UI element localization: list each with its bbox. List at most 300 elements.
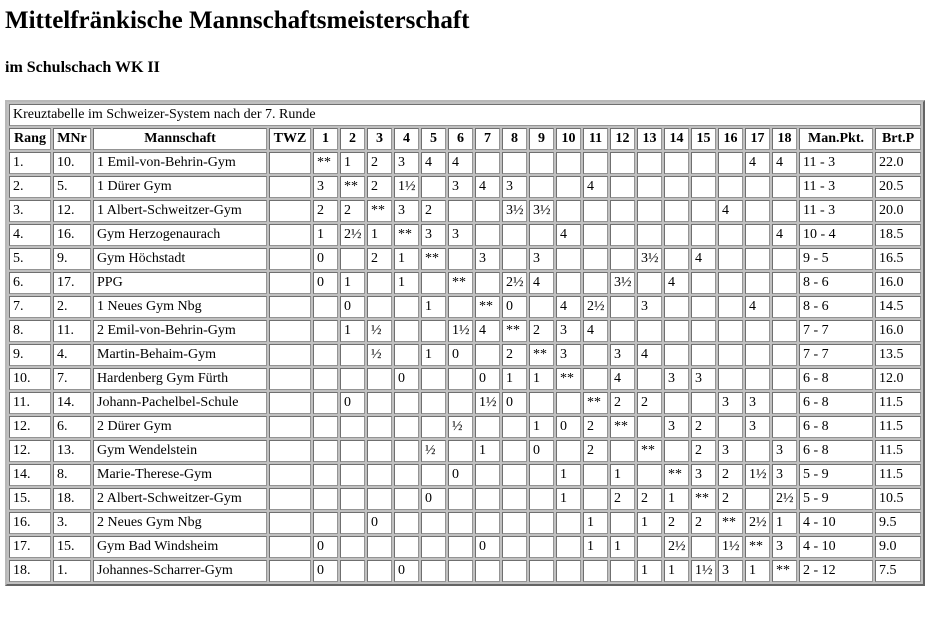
- cell-round-13: 3: [637, 296, 662, 318]
- cell-twz: [269, 344, 311, 366]
- table-row: [9, 512, 921, 534]
- cell-mnr: 8.: [53, 464, 91, 486]
- cell-round-2: [340, 464, 365, 486]
- cell-round-15: [691, 344, 716, 366]
- cell-round-13: [637, 200, 662, 222]
- cell-round-16: [718, 344, 743, 366]
- cell-round-12: [610, 248, 635, 270]
- cell-round-14: [664, 320, 689, 342]
- cell-rang: 12.: [9, 440, 51, 462]
- column-header-15: 15: [691, 128, 716, 150]
- crosstable: [5, 100, 925, 586]
- cell-round-5: [421, 464, 446, 486]
- cell-round-10: **: [556, 368, 581, 390]
- cell-round-17: [745, 488, 770, 510]
- cell-round-8: 0: [502, 296, 527, 318]
- cell-round-10: [556, 512, 581, 534]
- cell-round-11: 4: [583, 320, 608, 342]
- cell-round-16: [718, 224, 743, 246]
- cell-mnr: 10.: [53, 152, 91, 174]
- cell-round-9: [529, 560, 554, 582]
- cell-round-4: [394, 320, 419, 342]
- cell-mnr: 9.: [53, 248, 91, 270]
- cell-round-18: 4: [772, 224, 797, 246]
- cell-rang: 10.: [9, 368, 51, 390]
- cell-mannschaft: Johannes-Scharrer-Gym: [93, 560, 267, 582]
- cell-round-10: [556, 152, 581, 174]
- cell-twz: [269, 440, 311, 462]
- cell-round-8: [502, 512, 527, 534]
- cell-round-6: [448, 488, 473, 510]
- cell-round-16: [718, 320, 743, 342]
- cell-rang: 15.: [9, 488, 51, 510]
- cell-mnr: 1.: [53, 560, 91, 582]
- cell-round-16: 2: [718, 464, 743, 486]
- cell-round-6: [448, 200, 473, 222]
- table-row: [9, 320, 921, 342]
- cell-round-1: 0: [313, 248, 338, 270]
- cell-round-4: 3: [394, 200, 419, 222]
- cell-round-18: [772, 176, 797, 198]
- cell-round-15: [691, 392, 716, 414]
- cell-round-3: ½: [367, 344, 392, 366]
- cell-mnr: 7.: [53, 368, 91, 390]
- cell-round-5: [421, 176, 446, 198]
- cell-round-17: [745, 224, 770, 246]
- cell-round-7: [475, 344, 500, 366]
- cell-round-8: [502, 560, 527, 582]
- cell-round-6: [448, 560, 473, 582]
- cell-man-pkt: 2 - 12: [799, 560, 873, 582]
- cell-brt-p: 11.5: [875, 416, 921, 438]
- cell-round-18: 3: [772, 536, 797, 558]
- cell-round-2: [340, 344, 365, 366]
- cell-round-4: [394, 296, 419, 318]
- cell-round-5: ½: [421, 440, 446, 462]
- cell-brt-p: 11.5: [875, 464, 921, 486]
- cell-round-10: 3: [556, 320, 581, 342]
- cell-mannschaft: 1 Neues Gym Nbg: [93, 296, 267, 318]
- cell-round-4: 0: [394, 368, 419, 390]
- cell-rang: 2.: [9, 176, 51, 198]
- cell-round-1: [313, 488, 338, 510]
- cell-round-7: 4: [475, 320, 500, 342]
- cell-round-6: [448, 248, 473, 270]
- cell-rang: 4.: [9, 224, 51, 246]
- cell-twz: [269, 296, 311, 318]
- cell-round-5: [421, 392, 446, 414]
- cell-round-1: [313, 416, 338, 438]
- column-header-10: 10: [556, 128, 581, 150]
- cell-round-18: 2½: [772, 488, 797, 510]
- cell-rang: 14.: [9, 464, 51, 486]
- cell-round-9: [529, 224, 554, 246]
- cell-round-15: 3: [691, 368, 716, 390]
- cell-round-12: [610, 320, 635, 342]
- cell-round-5: 2: [421, 200, 446, 222]
- cell-round-8: [502, 464, 527, 486]
- cell-round-12: 4: [610, 368, 635, 390]
- cell-round-3: 0: [367, 512, 392, 534]
- cell-round-16: 3: [718, 440, 743, 462]
- cell-round-18: [772, 272, 797, 294]
- cell-twz: [269, 392, 311, 414]
- cell-round-2: 2½: [340, 224, 365, 246]
- cell-round-14: 1: [664, 488, 689, 510]
- cell-round-18: 1: [772, 512, 797, 534]
- cell-round-9: [529, 392, 554, 414]
- cell-round-12: [610, 200, 635, 222]
- cell-round-13: [637, 320, 662, 342]
- cell-round-15: [691, 224, 716, 246]
- cell-round-2: [340, 416, 365, 438]
- column-header-7: 7: [475, 128, 500, 150]
- cell-round-15: 2: [691, 512, 716, 534]
- cell-round-3: [367, 368, 392, 390]
- table-row: [9, 560, 921, 582]
- cell-round-10: 3: [556, 344, 581, 366]
- cell-round-13: [637, 536, 662, 558]
- cell-brt-p: 16.0: [875, 320, 921, 342]
- cell-round-2: 0: [340, 392, 365, 414]
- cell-round-4: 1: [394, 272, 419, 294]
- cell-round-16: 1½: [718, 536, 743, 558]
- column-header-3: 3: [367, 128, 392, 150]
- cell-round-12: 3: [610, 344, 635, 366]
- cell-round-8: 2: [502, 344, 527, 366]
- cell-round-2: 1: [340, 272, 365, 294]
- cell-round-4: [394, 440, 419, 462]
- cell-brt-p: 12.0: [875, 368, 921, 390]
- cell-round-1: 0: [313, 560, 338, 582]
- cell-round-13: 2: [637, 392, 662, 414]
- page-title: Mittelfränkische Mannschaftsmeisterschaft: [5, 7, 470, 34]
- cell-man-pkt: 11 - 3: [799, 200, 873, 222]
- cell-round-16: 3: [718, 560, 743, 582]
- cell-round-6: [448, 368, 473, 390]
- cell-round-17: **: [745, 536, 770, 558]
- column-header-rang: Rang: [9, 128, 51, 150]
- cell-rang: 12.: [9, 416, 51, 438]
- cell-round-3: [367, 536, 392, 558]
- cell-round-7: [475, 224, 500, 246]
- cell-brt-p: 11.5: [875, 440, 921, 462]
- cell-round-4: 0: [394, 560, 419, 582]
- cell-round-10: [556, 176, 581, 198]
- cell-round-14: [664, 224, 689, 246]
- cell-round-6: 3: [448, 224, 473, 246]
- cell-round-13: [637, 464, 662, 486]
- cell-brt-p: 9.5: [875, 512, 921, 534]
- cell-round-16: 2: [718, 488, 743, 510]
- cell-round-12: [610, 224, 635, 246]
- cell-round-5: [421, 272, 446, 294]
- cell-brt-p: 16.0: [875, 272, 921, 294]
- cell-round-17: 3: [745, 416, 770, 438]
- cell-round-9: **: [529, 344, 554, 366]
- cell-round-11: **: [583, 392, 608, 414]
- cell-round-18: [772, 248, 797, 270]
- cell-round-7: [475, 152, 500, 174]
- table-row: [9, 488, 921, 510]
- cell-round-14: 2: [664, 512, 689, 534]
- cell-round-12: [610, 296, 635, 318]
- cell-round-9: [529, 152, 554, 174]
- cell-round-14: 3: [664, 416, 689, 438]
- cell-man-pkt: 6 - 8: [799, 392, 873, 414]
- cell-round-5: 0: [421, 488, 446, 510]
- cell-mannschaft: 1 Albert-Schweitzer-Gym: [93, 200, 267, 222]
- table-row: [9, 344, 921, 366]
- cell-mnr: 6.: [53, 416, 91, 438]
- cell-round-5: 1: [421, 296, 446, 318]
- cell-round-14: [664, 152, 689, 174]
- cell-round-4: [394, 464, 419, 486]
- cell-round-14: 1: [664, 560, 689, 582]
- cell-round-3: ½: [367, 320, 392, 342]
- cell-round-9: [529, 512, 554, 534]
- cell-round-11: 1: [583, 512, 608, 534]
- column-header-1: 1: [313, 128, 338, 150]
- cell-round-16: [718, 176, 743, 198]
- cell-round-10: 1: [556, 464, 581, 486]
- cell-round-3: 1: [367, 224, 392, 246]
- cell-round-7: [475, 416, 500, 438]
- cell-twz: [269, 368, 311, 390]
- cell-round-1: 2: [313, 200, 338, 222]
- cell-round-5: **: [421, 248, 446, 270]
- cell-round-16: 3: [718, 392, 743, 414]
- column-header-12: 12: [610, 128, 635, 150]
- cell-round-13: [637, 272, 662, 294]
- cell-round-13: [637, 176, 662, 198]
- cell-round-3: [367, 272, 392, 294]
- cell-round-13: **: [637, 440, 662, 462]
- cell-round-3: **: [367, 200, 392, 222]
- table-row: [9, 176, 921, 198]
- cell-round-14: [664, 248, 689, 270]
- cell-round-11: [583, 248, 608, 270]
- cell-round-6: [448, 536, 473, 558]
- cell-man-pkt: 6 - 8: [799, 416, 873, 438]
- cell-twz: [269, 464, 311, 486]
- table-row: [9, 392, 921, 414]
- table-row: [9, 536, 921, 558]
- column-header-13: 13: [637, 128, 662, 150]
- cell-round-13: [637, 368, 662, 390]
- cell-round-15: 4: [691, 248, 716, 270]
- cell-mnr: 15.: [53, 536, 91, 558]
- cell-round-8: [502, 248, 527, 270]
- cell-brt-p: 14.5: [875, 296, 921, 318]
- cell-mannschaft: Gym Bad Windsheim: [93, 536, 267, 558]
- cell-round-4: [394, 512, 419, 534]
- cell-round-8: [502, 224, 527, 246]
- cell-round-10: 4: [556, 296, 581, 318]
- cell-round-9: [529, 296, 554, 318]
- cell-round-13: 4: [637, 344, 662, 366]
- cell-round-16: [718, 296, 743, 318]
- cell-mannschaft: Gym Wendelstein: [93, 440, 267, 462]
- cell-round-4: [394, 392, 419, 414]
- cell-man-pkt: 7 - 7: [799, 344, 873, 366]
- cell-round-10: [556, 248, 581, 270]
- cell-mannschaft: 2 Neues Gym Nbg: [93, 512, 267, 534]
- cell-round-14: 4: [664, 272, 689, 294]
- cell-round-6: 3: [448, 176, 473, 198]
- cell-round-17: 2½: [745, 512, 770, 534]
- cell-brt-p: 18.5: [875, 224, 921, 246]
- cell-round-15: **: [691, 488, 716, 510]
- cell-twz: [269, 272, 311, 294]
- cell-round-9: 0: [529, 440, 554, 462]
- cell-round-8: [502, 440, 527, 462]
- cell-round-9: 4: [529, 272, 554, 294]
- cell-round-12: [610, 512, 635, 534]
- cell-mannschaft: 1 Dürer Gym: [93, 176, 267, 198]
- cell-round-10: 0: [556, 416, 581, 438]
- cell-round-3: 2: [367, 248, 392, 270]
- cell-round-18: 3: [772, 464, 797, 486]
- cell-round-18: [772, 392, 797, 414]
- cell-round-8: [502, 488, 527, 510]
- cell-round-11: [583, 560, 608, 582]
- cell-round-6: ½: [448, 416, 473, 438]
- cell-round-17: 1: [745, 560, 770, 582]
- cell-round-1: [313, 512, 338, 534]
- cell-round-13: [637, 152, 662, 174]
- cell-round-8: [502, 416, 527, 438]
- cell-round-4: **: [394, 224, 419, 246]
- cell-round-3: [367, 488, 392, 510]
- cell-round-7: 1½: [475, 392, 500, 414]
- cell-round-2: [340, 536, 365, 558]
- cell-man-pkt: 11 - 3: [799, 152, 873, 174]
- cell-round-8: [502, 536, 527, 558]
- column-header-man-pkt: Man.Pkt.: [799, 128, 873, 150]
- table-row: [9, 272, 921, 294]
- cell-round-15: 2: [691, 440, 716, 462]
- cell-round-5: [421, 560, 446, 582]
- cell-man-pkt: 9 - 5: [799, 248, 873, 270]
- cell-round-1: **: [313, 152, 338, 174]
- cell-round-13: 1: [637, 512, 662, 534]
- column-header-14: 14: [664, 128, 689, 150]
- cell-round-15: [691, 296, 716, 318]
- cell-round-13: 1: [637, 560, 662, 582]
- cell-round-12: [610, 440, 635, 462]
- cell-mannschaft: Martin-Behaim-Gym: [93, 344, 267, 366]
- cell-round-6: [448, 440, 473, 462]
- cell-round-3: 2: [367, 176, 392, 198]
- cell-round-9: 3½: [529, 200, 554, 222]
- cell-round-1: [313, 440, 338, 462]
- cell-round-11: [583, 368, 608, 390]
- table-row: [9, 248, 921, 270]
- cell-round-4: [394, 416, 419, 438]
- cell-round-17: [745, 440, 770, 462]
- table-row: [9, 464, 921, 486]
- cell-round-9: [529, 176, 554, 198]
- cell-round-17: [745, 200, 770, 222]
- cell-round-17: [745, 248, 770, 270]
- cell-round-7: [475, 560, 500, 582]
- table-row: [9, 440, 921, 462]
- cell-mannschaft: Marie-Therese-Gym: [93, 464, 267, 486]
- cell-round-14: [664, 176, 689, 198]
- cell-rang: 18.: [9, 560, 51, 582]
- cell-round-17: [745, 320, 770, 342]
- cell-round-17: [745, 344, 770, 366]
- cell-round-8: 1: [502, 368, 527, 390]
- cell-mannschaft: Gym Höchstadt: [93, 248, 267, 270]
- cell-twz: [269, 560, 311, 582]
- cell-twz: [269, 320, 311, 342]
- cell-round-17: 1½: [745, 464, 770, 486]
- cell-round-1: 1: [313, 224, 338, 246]
- cell-round-4: 1: [394, 248, 419, 270]
- cell-round-12: [610, 176, 635, 198]
- cell-round-18: [772, 200, 797, 222]
- cell-man-pkt: 8 - 6: [799, 296, 873, 318]
- cell-mnr: 3.: [53, 512, 91, 534]
- cell-round-12: **: [610, 416, 635, 438]
- cell-round-2: [340, 488, 365, 510]
- cell-mnr: 17.: [53, 272, 91, 294]
- table-row: [9, 416, 921, 438]
- cell-round-18: [772, 296, 797, 318]
- cell-rang: 17.: [9, 536, 51, 558]
- cell-round-3: 2: [367, 152, 392, 174]
- table-row: [9, 200, 921, 222]
- cell-round-5: 1: [421, 344, 446, 366]
- cell-man-pkt: 11 - 3: [799, 176, 873, 198]
- cell-round-10: [556, 200, 581, 222]
- cell-mannschaft: 2 Albert-Schweitzer-Gym: [93, 488, 267, 510]
- cell-round-15: [691, 176, 716, 198]
- cell-round-14: **: [664, 464, 689, 486]
- cell-round-6: [448, 512, 473, 534]
- cell-round-5: [421, 416, 446, 438]
- cell-round-6: [448, 392, 473, 414]
- cell-round-11: 4: [583, 176, 608, 198]
- cell-round-9: [529, 464, 554, 486]
- cell-round-3: [367, 296, 392, 318]
- cell-man-pkt: 5 - 9: [799, 464, 873, 486]
- cell-round-11: [583, 224, 608, 246]
- table-row: [9, 368, 921, 390]
- cell-round-18: 4: [772, 152, 797, 174]
- cell-mnr: 18.: [53, 488, 91, 510]
- cell-mnr: 4.: [53, 344, 91, 366]
- cell-round-6: 4: [448, 152, 473, 174]
- cell-round-11: [583, 152, 608, 174]
- cell-rang: 7.: [9, 296, 51, 318]
- cell-mnr: 12.: [53, 200, 91, 222]
- cell-round-9: 2: [529, 320, 554, 342]
- cell-round-10: [556, 440, 581, 462]
- cell-round-6: **: [448, 272, 473, 294]
- cell-round-2: [340, 368, 365, 390]
- cell-round-6: [448, 296, 473, 318]
- cell-round-14: 2½: [664, 536, 689, 558]
- table-row: [9, 152, 921, 174]
- cell-round-13: [637, 224, 662, 246]
- cell-round-1: [313, 320, 338, 342]
- cell-round-16: [718, 416, 743, 438]
- cell-round-9: [529, 488, 554, 510]
- cell-mnr: 11.: [53, 320, 91, 342]
